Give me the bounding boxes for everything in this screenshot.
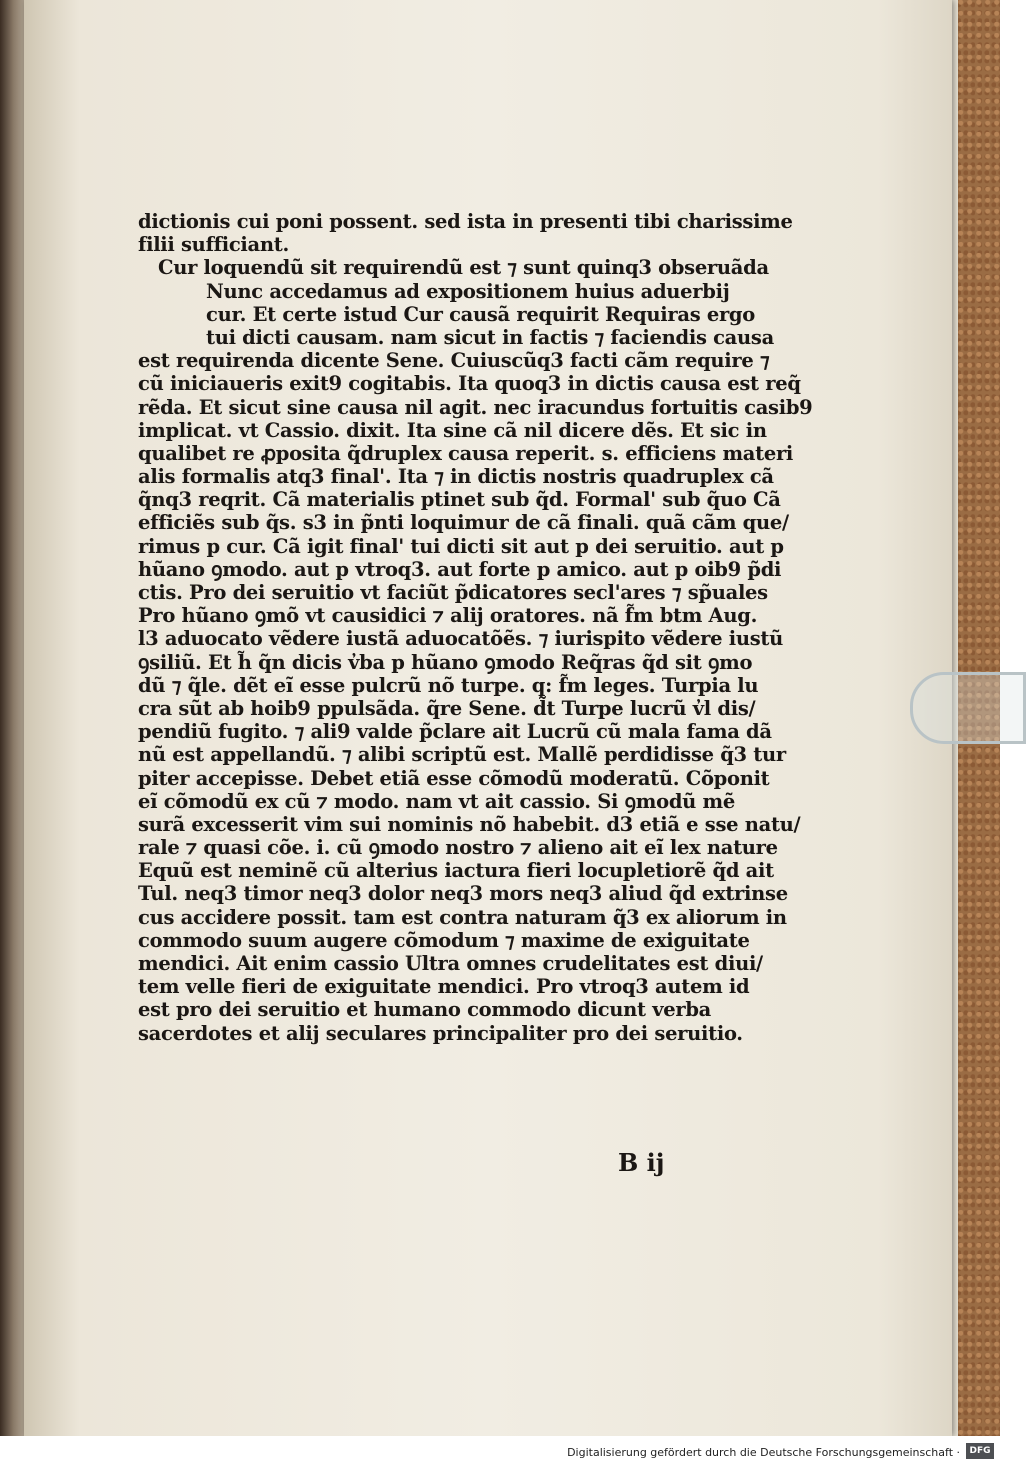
text-line: qualibet re ꝓposita q̃druplex causa reperit. s. efficiens materi: [138, 441, 794, 465]
text-line: est requirenda dicente Sene. Cuiuscũq3 facti cãm require ⁊: [138, 349, 770, 373]
text-line: pendiũ fugito. ⁊ ali9 valde p̃clare ait Lucrũ cũ mala fama dã: [138, 720, 772, 744]
page-clip: [910, 672, 1026, 744]
footer: [0, 1436, 1000, 1466]
text-line: cur. Et certe istud Cur causã requirit Requiras ergo: [206, 302, 755, 326]
text-line: Equũ est neminẽ cũ alterius iactura fieri locupletiorẽ q̃d ait: [138, 859, 774, 883]
text-line: eĩ cõmodũ ex cũ ⁊ modo. nam vt ait cassio. Si ꝯmodũ mẽ: [138, 789, 735, 813]
text-line: Pro hũano ꝯmõ vt causidici ⁊ alij oratores. nã f̃m btm Aug.: [138, 604, 758, 628]
text-line: Tul. neq3 timor neq3 dolor neq3 mors neq3 aliud q̃d extrinse: [138, 882, 788, 906]
text-line: piter accepisse. Debet etiã esse cõmodũ moderatũ. Cõponit: [138, 766, 770, 790]
text-line: sacerdotes et alij seculares principaliter pro dei seruitio.: [138, 1021, 743, 1045]
text-line: filii sufficiant.: [138, 233, 289, 257]
text-line: efficiẽs sub q̃s. s3 in p̃nti loquimur de cã finali. quã cãm que/: [138, 511, 789, 535]
text-line: rimus p cur. Cã igit final' tui dicti sit aut p dei seruitio. aut p: [138, 534, 784, 558]
text-line: est pro dei seruitio et humano commodo dicunt verba: [138, 998, 712, 1022]
text-line: commodo suum augere cõmodum ⁊ maxime de exiguitate: [138, 928, 750, 952]
funding-credit: Digitalisierung gefördert durch die Deutsche Forschungsgemeinschaft ·: [567, 1446, 960, 1459]
text-line: tem velle fieri de exiguitate mendici. Pro vtroq3 autem id: [138, 975, 750, 999]
text-line: surã excesserit vim sui nominis nõ habebit. d3 etiã e sse natu/: [138, 812, 801, 836]
text-line: dictionis cui poni possent. sed ista in presenti tibi charissime: [138, 210, 793, 233]
text-line: cus accidere possit. tam est contra naturam q̃3 ex aliorum in: [138, 905, 787, 929]
text-line: alis formalis atq3 final'. Ita ⁊ in dictis nostris quadruplex cã: [138, 465, 774, 489]
page-text: [138, 210, 813, 1045]
text-line: l3 aduocato vẽdere iustã aduocatõẽs. ⁊ iurispito vẽdere iustũ: [138, 627, 783, 651]
text-line: q̃nq3 reqrit. Cã materialis ptinet sub q̃d. Formal' sub q̃uo Cã: [138, 488, 781, 512]
text-line: cra sũt ab hoib9 ppulsãda. q̃re Sene. d̃t Turpe lucrũ v̓l dis/: [138, 696, 756, 720]
text-line: ꝯsiliũ. Et h̃ q̃n dicis v̓ba p hũano ꝯmodo Req̃ras q̃d sit ꝯmo: [138, 650, 753, 674]
text-line: nũ est appellandũ. ⁊ alibi scriptũ est. Mallẽ perdidisse q̃3 tur: [138, 743, 786, 767]
dfg-logo: DFG: [966, 1443, 994, 1459]
text-line: rẽda. Et sicut sine causa nil agit. nec iracundus fortuitis casib9: [138, 395, 813, 419]
text-line: dũ ⁊ q̃le. dẽt eĩ esse pulcrũ nõ turpe. q: f̃m leges. Turpia lu: [138, 673, 759, 697]
signature-mark: B ij: [618, 1148, 665, 1177]
text-line: cũ iniciaueris exit9 cogitabis. Ita quoq3 in dictis causa est req̃: [138, 372, 801, 396]
text-line: Nunc accedamus ad expositionem huius aduerbij: [206, 279, 730, 303]
text-line: rale ⁊ quasi cõe. i. cũ ꝯmodo nostro ⁊ alieno ait eĩ lex nature: [138, 836, 778, 860]
text-line: tui dicti causam. nam sicut in factis ⁊ faciendis causa: [206, 325, 774, 349]
text-line: implicat. vt Cassio. dixit. Ita sine cã nil dicere dẽs. Et sic in: [138, 418, 767, 442]
text-line: hũano ꝯmodo. aut p vtroq3. aut forte p amico. aut p oib9 p̃di: [138, 557, 782, 581]
text-line: Cur loquendũ sit requirendũ est ⁊ sunt quinq3 obseruãda: [158, 256, 769, 280]
text-line: ctis. Pro dei seruitio vt faciũt p̃dicatores secl'ares ⁊ sp̃uales: [138, 581, 768, 604]
text-line: mendici. Ait enim cassio Ultra omnes crudelitates est diui/: [138, 952, 763, 975]
